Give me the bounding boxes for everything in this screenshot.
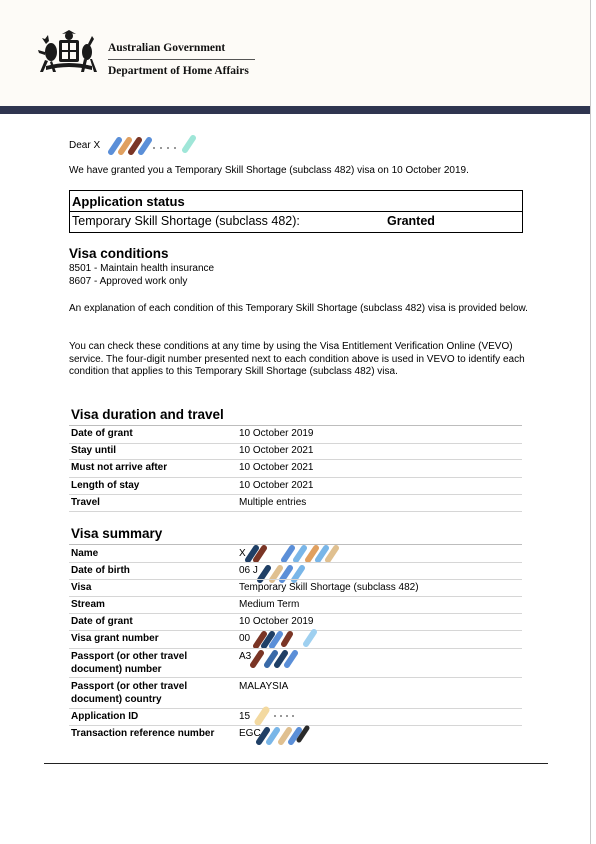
page-border bbox=[590, 0, 591, 844]
summary-value: 06 J bbox=[239, 565, 258, 576]
department-name: Department of Home Affairs bbox=[108, 65, 249, 77]
duration-label: Must not arrive after bbox=[71, 462, 168, 473]
row-divider bbox=[69, 494, 522, 495]
redaction-mark bbox=[249, 645, 301, 669]
salutation: Dear X bbox=[69, 140, 101, 151]
summary-value: Medium Term bbox=[239, 599, 300, 610]
header-bar bbox=[0, 106, 590, 114]
summary-value: 10 October 2019 bbox=[239, 616, 314, 627]
duration-value: 10 October 2021 bbox=[239, 480, 314, 491]
status-value: Granted bbox=[387, 214, 435, 228]
summary-value: EGC bbox=[239, 728, 261, 739]
summary-label: Date of birth bbox=[71, 565, 130, 576]
row-divider bbox=[69, 511, 522, 512]
redaction-mark bbox=[254, 560, 314, 584]
row-divider bbox=[69, 459, 522, 460]
application-status-box bbox=[69, 190, 523, 233]
summary-value: Temporary Skill Shortage (subclass 482) bbox=[239, 582, 419, 593]
government-name: Australian Government bbox=[108, 42, 226, 54]
duration-value: Multiple entries bbox=[239, 497, 307, 508]
duration-value: 10 October 2019 bbox=[239, 428, 314, 439]
redaction-mark bbox=[255, 722, 313, 746]
duration-value: 10 October 2021 bbox=[239, 462, 314, 473]
header-divider bbox=[108, 59, 255, 60]
summary-label: Application ID bbox=[71, 711, 139, 722]
status-title: Application status bbox=[72, 194, 185, 209]
condition-item: 8501 - Maintain health insurance bbox=[69, 263, 215, 274]
duration-value: 10 October 2021 bbox=[239, 445, 314, 456]
summary-label: Passport (or other travel document) country bbox=[71, 681, 188, 705]
duration-label: Date of grant bbox=[71, 428, 133, 439]
footer-divider bbox=[44, 763, 548, 764]
duration-label: Travel bbox=[71, 497, 100, 508]
summary-label: Name bbox=[71, 548, 99, 559]
conditions-explanation: An explanation of each condition of this Temporary Skill Shortage (subclass 482) visa is provided below. bbox=[69, 303, 528, 314]
duration-label: Length of stay bbox=[71, 480, 140, 491]
redaction-mark bbox=[105, 134, 200, 156]
summary-title: Visa summary bbox=[71, 526, 163, 541]
summary-label: Visa grant number bbox=[71, 633, 159, 644]
summary-label: Date of grant bbox=[71, 616, 133, 627]
letterhead bbox=[0, 0, 590, 106]
condition-item: 8607 - Approved work only bbox=[69, 276, 188, 287]
summary-label: Visa bbox=[71, 582, 92, 593]
summary-value: MALAYSIA bbox=[239, 681, 289, 692]
summary-label: Passport (or other travel document) number bbox=[71, 651, 188, 675]
coat-of-arms-icon bbox=[36, 30, 102, 76]
status-visa: Temporary Skill Shortage (subclass 482): bbox=[72, 214, 300, 228]
row-divider bbox=[69, 613, 522, 614]
row-divider bbox=[69, 443, 522, 444]
summary-value: A3 bbox=[239, 651, 252, 662]
row-divider bbox=[69, 425, 522, 426]
row-divider bbox=[69, 579, 522, 580]
visa-conditions-title: Visa conditions bbox=[69, 246, 169, 261]
grant-intro: We have granted you a Temporary Skill Shortage (subclass 482) visa on 10 October 2019. bbox=[69, 165, 469, 176]
duration-label: Stay until bbox=[71, 445, 117, 456]
summary-label: Stream bbox=[71, 599, 105, 610]
vevo-paragraph: You can check these conditions at any time by using the Visa Entitlement Verification Online (VEVO) service. The four-digit number presented next to each condition above is used in VEVO to identify each condition that applies to this Temporary Skill Shortage (subclass 482) visa. bbox=[69, 341, 525, 377]
row-divider bbox=[69, 477, 522, 478]
status-divider bbox=[70, 211, 522, 212]
duration-title: Visa duration and travel bbox=[71, 407, 224, 422]
summary-value: X bbox=[239, 548, 246, 559]
summary-label: Transaction reference number bbox=[71, 728, 215, 739]
summary-value: 15 bbox=[239, 711, 251, 722]
row-divider bbox=[69, 596, 522, 597]
row-divider bbox=[69, 677, 522, 678]
summary-value: 00 bbox=[239, 633, 251, 644]
